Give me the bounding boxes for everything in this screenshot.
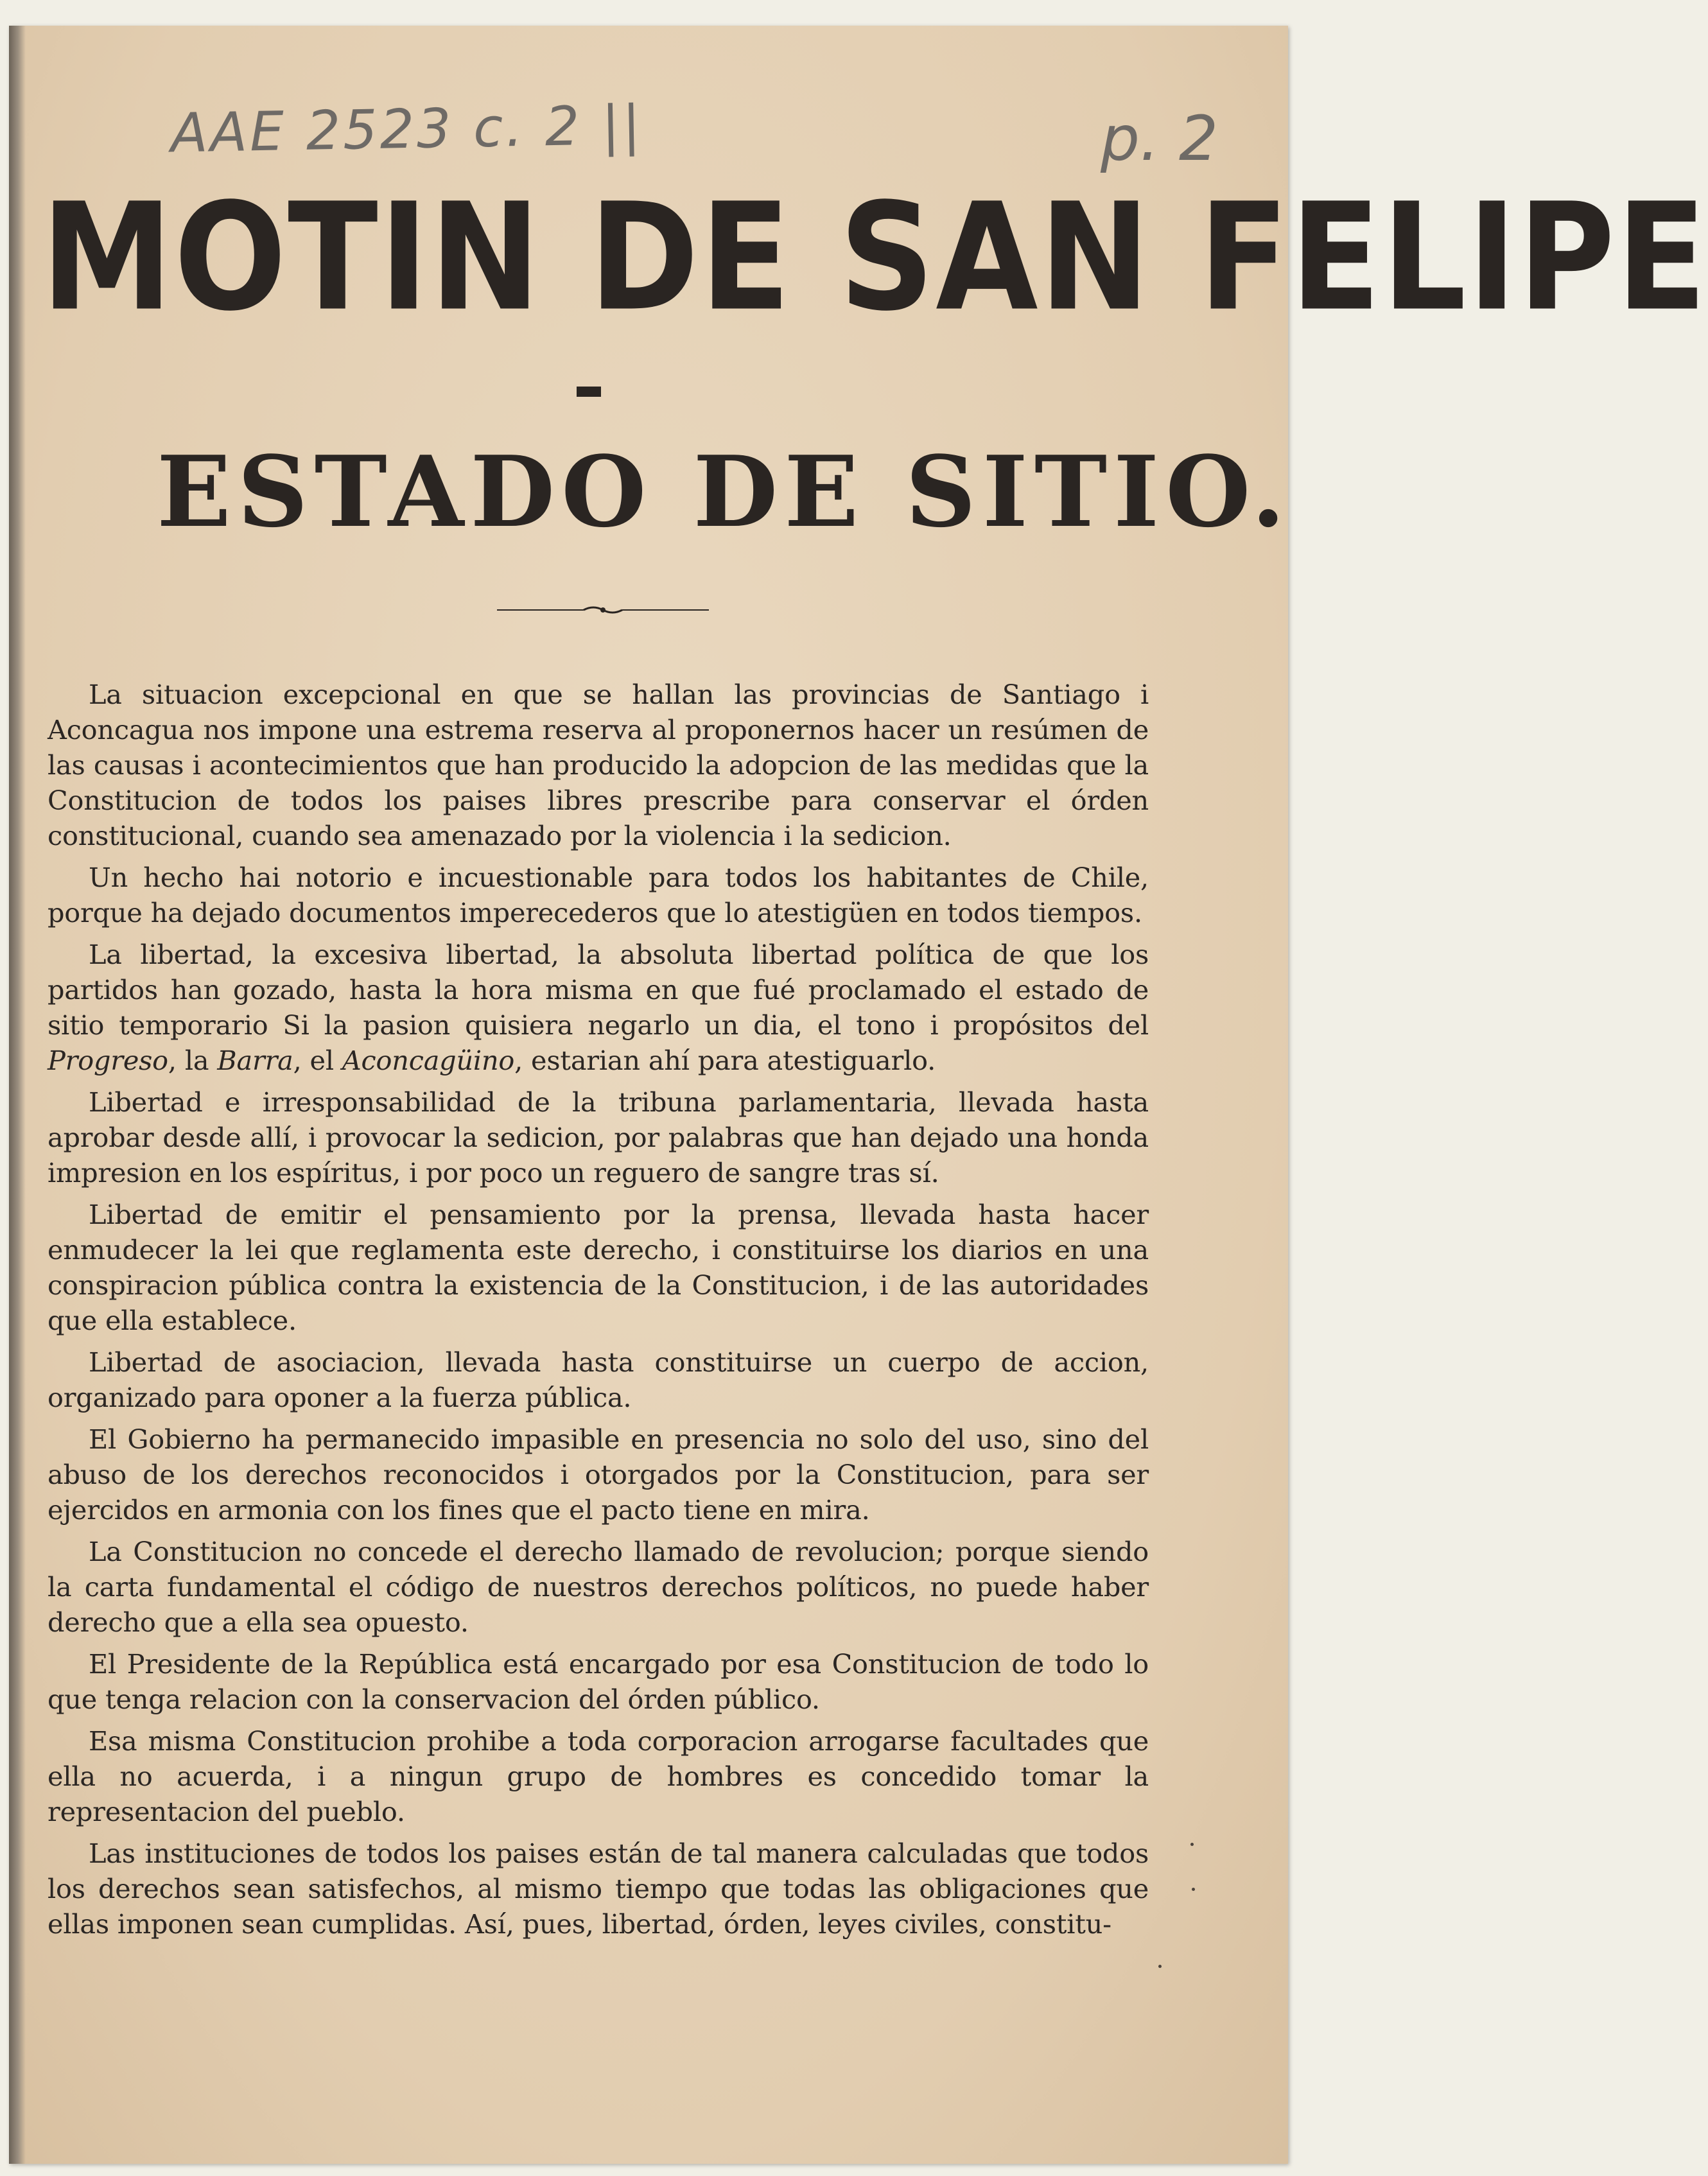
paragraph	[48, 937, 1149, 1079]
document-page	[9, 26, 1708, 2164]
paragraph: Las instituciones de todos los paises están de tal manera calculadas que todos los derechos sean satisfechos, al mismo tiempo que todas las obligaciones que ellas imponen sean cumplidas. Así, pues, libertad, órden, leyes civiles, constitu-	[48, 1838, 1149, 1940]
ink-speck	[1190, 1843, 1194, 1846]
paragraph: El Gobierno ha permanecido impasible en presencia no solo del uso, sino del abuso de los derechos reconocidos i otorgados por la Constitucion, para ser ejercidos en armonia con los fines que el pacto tiene en mira.	[48, 1424, 1149, 1526]
paragraph-text: La libertad, la excesiva libertad, la absoluta libertad política de que los partidos han gozado, hasta la hora misma en que fué proclamado el estado de sitio temporario Si la pasion quisiera negarlo un dia, el tono i propósitos del	[48, 939, 1149, 1041]
paragraph: Libertad de asociacion, llevada hasta constituirse un cuerpo de accion, organizado para oponer a la fuerza pública.	[48, 1347, 1149, 1413]
ink-speck	[1192, 1888, 1195, 1891]
document-subtitle: ESTADO DE SITIO.	[157, 434, 1292, 549]
paragraph: La situacion excepcional en que se hallan las provincias de Santiago i Aconcagua nos impone una estrema reserva al proponernos hacer un resúmen de las causas i acontecimientos que han producido la adopcion de las medidas que la Constitucion de todos los paises libres prescribe para conservar el órden constitucional, cuando sea amenazado por la violencia i la sedicion.	[48, 679, 1149, 851]
title-separator	[577, 387, 601, 397]
paragraph: La Constitucion no concede el derecho llamado de revolucion; porque siendo la carta fundamental el código de nuestros derechos políticos, no puede haber derecho que a ella sea opuesto.	[48, 1536, 1149, 1638]
body-text	[48, 677, 1149, 1949]
newspaper-name: Progreso	[48, 1045, 168, 1076]
paragraph-text: , estarian ahí para atestiguarlo.	[514, 1045, 936, 1076]
page-number-annotation: p. 2	[1101, 103, 1219, 175]
ornamental-rule	[497, 604, 709, 616]
paragraph: Esa misma Constitucion prohibe a toda corporacion arrogarse facultades que ella no acuerda, i a ningun grupo de hombres es concedido tomar la representacion del pueblo.	[48, 1726, 1149, 1827]
binding-edge	[9, 26, 26, 2164]
newspaper-name: Barra	[217, 1045, 293, 1076]
document-title: MOTIN DE SAN FELIPE	[41, 171, 1708, 344]
paragraph: Libertad e irresponsabilidad de la tribuna parlamentaria, llevada hasta aprobar desde allí, i provocar la sedicion, por palabras que han dejado una honda impresion en los espíritus, i por poco un reguero de sangre tras sí.	[48, 1087, 1149, 1188]
shelfmark-annotation: AAE 2523 c. 2 ||	[170, 93, 644, 165]
paragraph-text: , la	[168, 1045, 218, 1076]
paragraph-text: , el	[293, 1045, 342, 1076]
paragraph: El Presidente de la República está encargado por esa Constitucion de todo lo que tenga relacion con la conservacion del órden público.	[48, 1649, 1149, 1715]
paragraph: Libertad de emitir el pensamiento por la prensa, llevada hasta hacer enmudecer la lei que reglamenta este derecho, i constituirse los diarios en una conspiracion pública contra la existencia de la Constitucion, i de las autoridades que ella establece.	[48, 1199, 1149, 1336]
ink-speck	[1158, 1965, 1162, 1968]
paragraph: Un hecho hai notorio e incuestionable para todos los habitantes de Chile, porque ha dejado documentos imperecederos que lo atestigüen en todos tiempos.	[48, 862, 1149, 928]
newspaper-name: Aconcagüino	[342, 1045, 515, 1076]
